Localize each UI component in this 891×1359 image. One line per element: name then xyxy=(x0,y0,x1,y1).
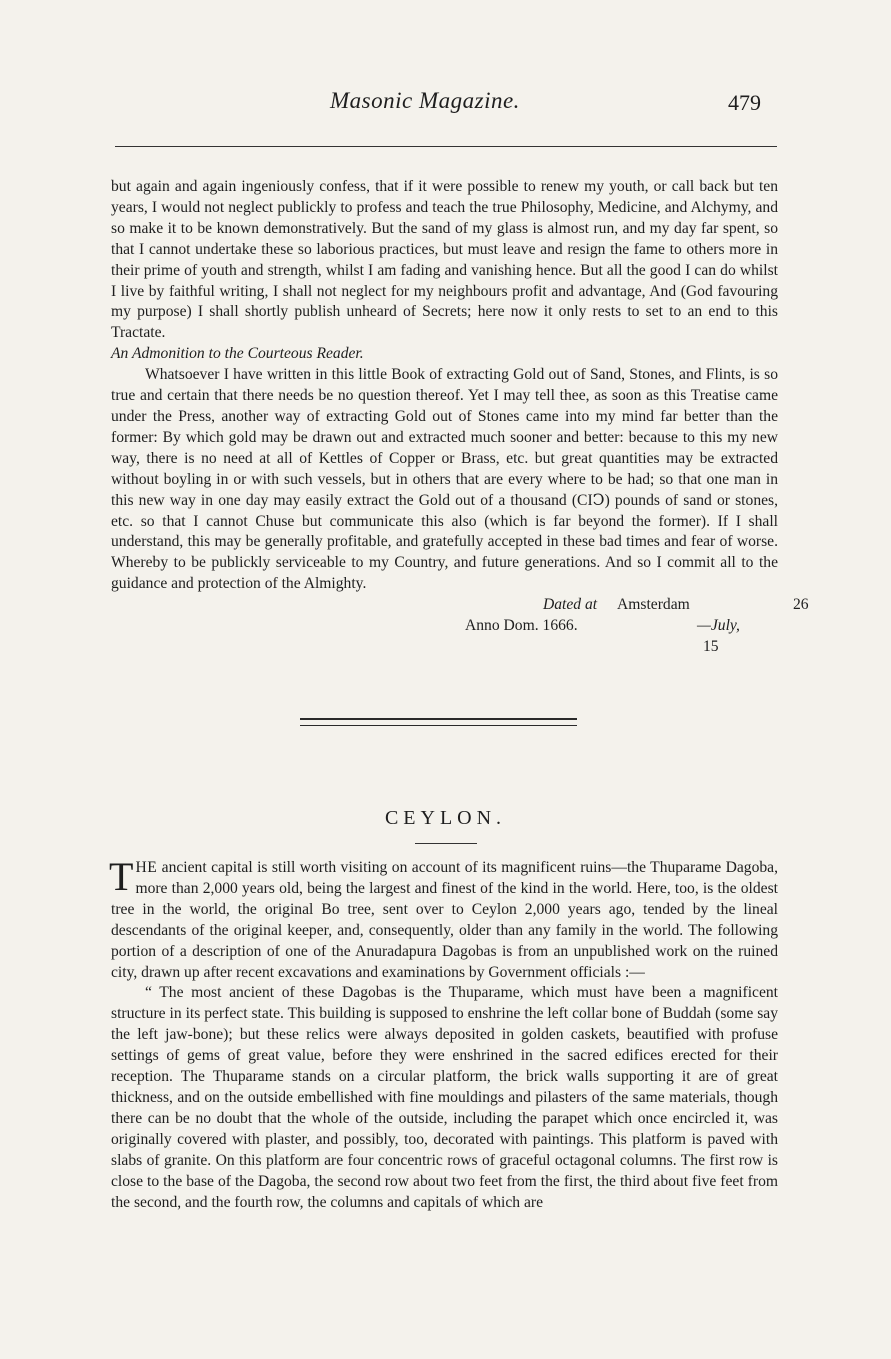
dateline-day: 15 xyxy=(703,638,719,656)
page-number: 479 xyxy=(728,90,761,115)
ceylon-article xyxy=(109,854,778,1213)
dateline-day: 26 xyxy=(793,596,809,614)
drop-cap: T xyxy=(109,854,134,899)
title-rule xyxy=(415,843,477,844)
section-divider xyxy=(300,718,577,726)
tractate-conclusion xyxy=(111,177,809,661)
dateline-month: —July, xyxy=(697,617,740,635)
dateline-year: Anno Dom. 1666. xyxy=(465,617,578,635)
page-header xyxy=(0,88,891,122)
paragraph-text: ancient capital is still worth visiting on account of its magnificent ruins—the Thuparame Dagoba, more than 2,000 years old, being the largest and finest of the kind in the world. Here, too, is the oldest tree in the world, the original Bo tree, sent over to Ceylon 2,000 years ago, tended by the lineal descendants of the original keeper, and, consequently, older than any family in the world. The following portion of a description of one of the Anuradapura Dagobas is from an unpublished work on the ruined city, drawn up after recent excavations and examinations by Government officials :— xyxy=(111,859,778,981)
running-title: Masonic Magazine. xyxy=(330,88,520,113)
dateline-place: Amsterdam xyxy=(617,596,690,614)
lead-letters: HE xyxy=(135,859,158,876)
paragraph: but again and again ingeniously confess, that if it were possible to renew my youth, or call back but ten years, I would not neglect publickly to profess and teach the true Philosophy, Medicine, and Alchymy, and so make it to be known demonstratively. But the sand of my glass is almost run, and my day far spent, so that I cannot undertake these so laborious practices, but must leave and resign the fame to others more in their prime of youth and strength, whilst I am fading and vanishing hence. But all the good I can do whilst I live by faithful writing, I shall not neglect for my neighbours profit and advantage, And (God favouring my purpose) I shall shortly publish unheard of Secrets; here now it only rests to set to an end to this Tractate. xyxy=(111,178,778,342)
paragraph: Whatsoever I have written in this little Book of extracting Gold out of Sand, Stones, and Flints, is so true and certain that there needs be no question thereof. Yet I may tell thee, as soon as this Treatise came under the Press, another way of extracting Gold out of Stones came into my mind far better than the former: By which gold may be drawn out and extracted much sooner and better: because to this my new way, there is no need at all of Kettles of Copper or Brass, etc. but great quantities may be extracted without boyling in or with such vessels, but in others that are every where to be had; so that one man in this new way in one day may easily extract the Gold out of a thousand (CIↃ) pounds of sand or stones, etc. so that I cannot Chuse but communicate this also (which is far beyond the former). If I shall understand, this may be generally profitable, and gratefully accepted in these bad times and fear of worse. Whereby to be publickly serviceable to my Country, and future generations. And so I commit all to the guidance and protection of the Almighty. xyxy=(111,366,778,593)
header-rule xyxy=(115,146,777,147)
paragraph: “ The most ancient of these Dagobas is the Thuparame, which must have been a magnificent structure in its perfect state. This building is supposed to enshrine the left collar bone of Buddah (some say the left jaw-bone); but these relics were always deposited in golden caskets, beautified with profuse settings of gems of great value, before they were enshrined in the sacred edifices erected for their reception. The Thuparame stands on a circular platform, the brick walls supporting it are of great thickness, and on the outside embellished with fine mouldings and pilasters of the same materials, though there can be no doubt that the whole of the outside, including the parapet which once encircled it, was originally covered with plaster, and possibly, too, decorated with paintings. This platform is paved with slabs of granite. On this platform are four concentric rows of graceful octagonal columns. The first row is close to the base of the Dagoba, the second row about two feet from the first, the third about five feet from the second, and the fourth row, the columns and capitals of which are xyxy=(111,984,778,1211)
admonition-heading: An Admonition to the Courteous Reader. xyxy=(111,345,364,363)
dateline xyxy=(111,595,809,661)
paragraph xyxy=(109,854,778,983)
dateline-dated: Dated at xyxy=(543,596,598,614)
section-title: CEYLON. xyxy=(384,807,507,829)
